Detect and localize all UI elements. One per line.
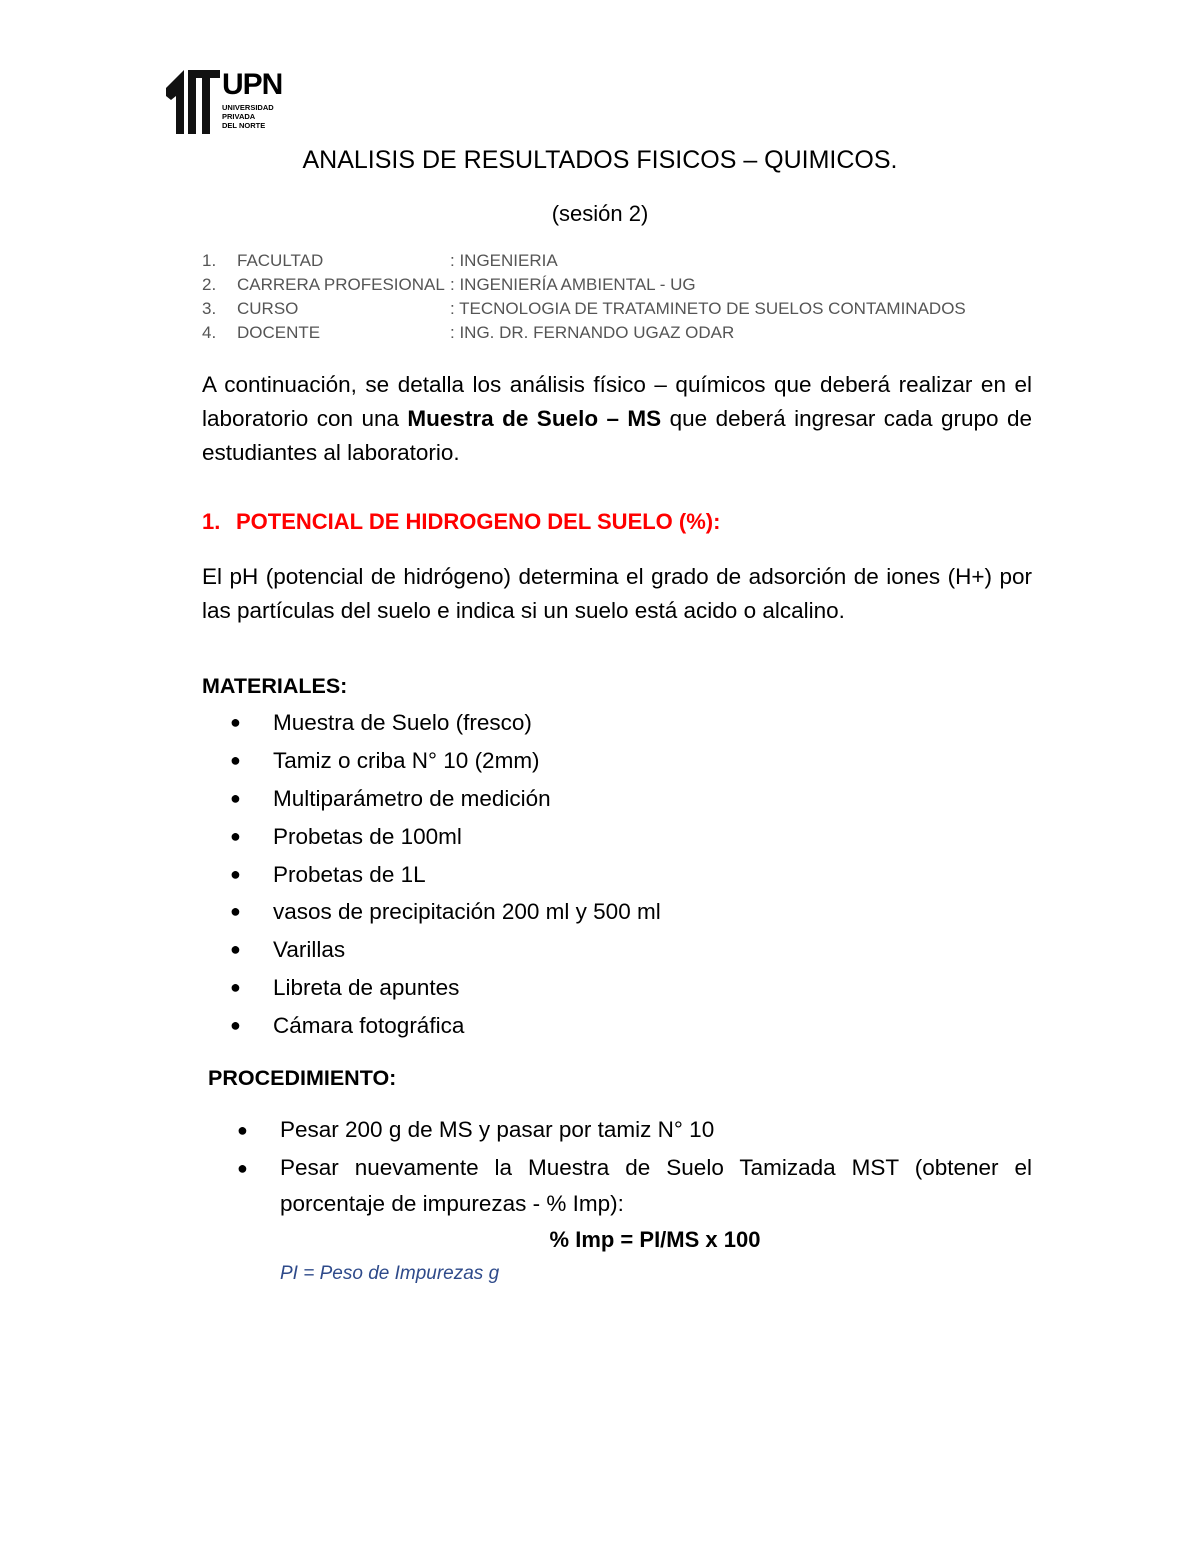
- list-item: [230, 780, 661, 818]
- section-title: POTENCIAL DE HIDROGENO DEL SUELO (%):: [236, 509, 721, 534]
- material-text: vasos de precipitación 200 ml y 500 ml: [273, 899, 661, 925]
- list-item: [230, 1007, 661, 1045]
- section-number: 1.: [202, 509, 221, 534]
- intro-text: A continuación, se detalla los análisis físico – químicos que deberá realizar en el laboratorio con una: [202, 372, 1032, 431]
- upn-logo: [166, 70, 286, 134]
- info-value: : ING. DR. FERNANDO UGAZ ODAR: [450, 323, 735, 342]
- impurity-formula: % Imp = PI/MS x 100: [549, 1227, 761, 1252]
- list-item: [237, 1150, 1032, 1222]
- materials-list: [230, 704, 661, 1045]
- list-item: [230, 818, 661, 856]
- info-value: : INGENIERIA: [450, 251, 558, 270]
- list-item: [230, 893, 661, 931]
- info-row: [202, 249, 966, 273]
- info-value: : INGENIERÍA AMBIENTAL - UG: [450, 275, 696, 294]
- material-text: Cámara fotográfica: [273, 1013, 465, 1039]
- intro-bold-text: Muestra de Suelo – MS: [407, 406, 662, 431]
- bullet-icon: ●: [230, 863, 241, 884]
- info-value: : TECNOLOGIA DE TRATAMINETO DE SUELOS CONTAMINADOS: [450, 299, 966, 318]
- material-text: Varillas: [273, 937, 346, 963]
- logo-sub-line: DEL NORTE: [222, 121, 266, 130]
- logo-sub-line: UNIVERSIDAD: [222, 103, 274, 112]
- material-text: Libreta de apuntes: [273, 975, 460, 1001]
- list-item: [237, 1112, 1032, 1148]
- procedure-step: Pesar nuevamente la Muestra de Suelo Tamizada MST (obtener el porcentaje de impurezas - % Imp):: [280, 1155, 1032, 1216]
- list-item: [230, 704, 661, 742]
- upn-arrow-logo-icon: [166, 70, 220, 134]
- bullet-icon: ●: [230, 1015, 241, 1036]
- procedure-heading: PROCEDIMIENTO:: [208, 1066, 397, 1090]
- course-info-list: [202, 249, 966, 345]
- procedure-list: [237, 1112, 1032, 1224]
- info-label: FACULTAD: [237, 251, 324, 270]
- material-text: Tamiz o criba N° 10 (2mm): [273, 747, 540, 773]
- logo-brand: UPN: [222, 68, 283, 101]
- info-row: [202, 321, 966, 345]
- session-label: (sesión 2): [551, 201, 649, 226]
- formula-note: PI = Peso de Impurezas g: [280, 1263, 500, 1284]
- info-number: 1.: [202, 251, 217, 270]
- info-number: 3.: [202, 299, 217, 318]
- info-label: DOCENTE: [237, 323, 321, 342]
- info-number: 4.: [202, 323, 217, 342]
- logo-sub-line: PRIVADA: [222, 112, 256, 121]
- materials-heading: MATERIALES:: [202, 674, 348, 698]
- intro-paragraph: [202, 368, 1032, 470]
- bullet-icon: ●: [230, 787, 241, 808]
- material-text: Muestra de Suelo (fresco): [273, 710, 532, 735]
- list-item: [230, 856, 661, 894]
- material-text: Probetas de 1L: [273, 861, 426, 887]
- info-label: CURSO: [237, 299, 299, 318]
- bullet-icon: ●: [237, 1158, 248, 1178]
- procedure-step: Pesar 200 g de MS y pasar por tamiz N° 10: [280, 1117, 715, 1142]
- document-title: ANALISIS DE RESULTADOS FISICOS – QUIMICOS.: [302, 146, 898, 174]
- info-label: CARRERA PROFESIONAL: [237, 275, 445, 294]
- bullet-icon: ●: [237, 1120, 248, 1140]
- intro-text: que deberá ingresar cada grupo de estudiantes al laboratorio.: [202, 406, 1032, 465]
- info-row: [202, 297, 966, 321]
- bullet-icon: ●: [230, 825, 241, 846]
- info-number: 2.: [202, 275, 217, 294]
- section-heading: [202, 506, 720, 538]
- bullet-icon: ●: [230, 712, 241, 732]
- bullet-icon: ●: [230, 901, 241, 922]
- material-text: Probetas de 100ml: [273, 823, 462, 849]
- material-text: Multiparámetro de medición: [273, 785, 551, 811]
- list-item: [230, 742, 661, 780]
- bullet-icon: ●: [230, 939, 241, 960]
- list-item: [230, 931, 661, 969]
- bullet-icon: ●: [230, 749, 241, 770]
- bullet-icon: ●: [230, 977, 241, 998]
- info-row: [202, 273, 966, 297]
- logo-text: [222, 70, 282, 130]
- list-item: [230, 969, 661, 1007]
- ph-description: El pH (potencial de hidrógeno) determina el grado de adsorción de iones (H+) por las partículas del suelo e indica si un suelo está acido o alcalino.: [202, 564, 1032, 623]
